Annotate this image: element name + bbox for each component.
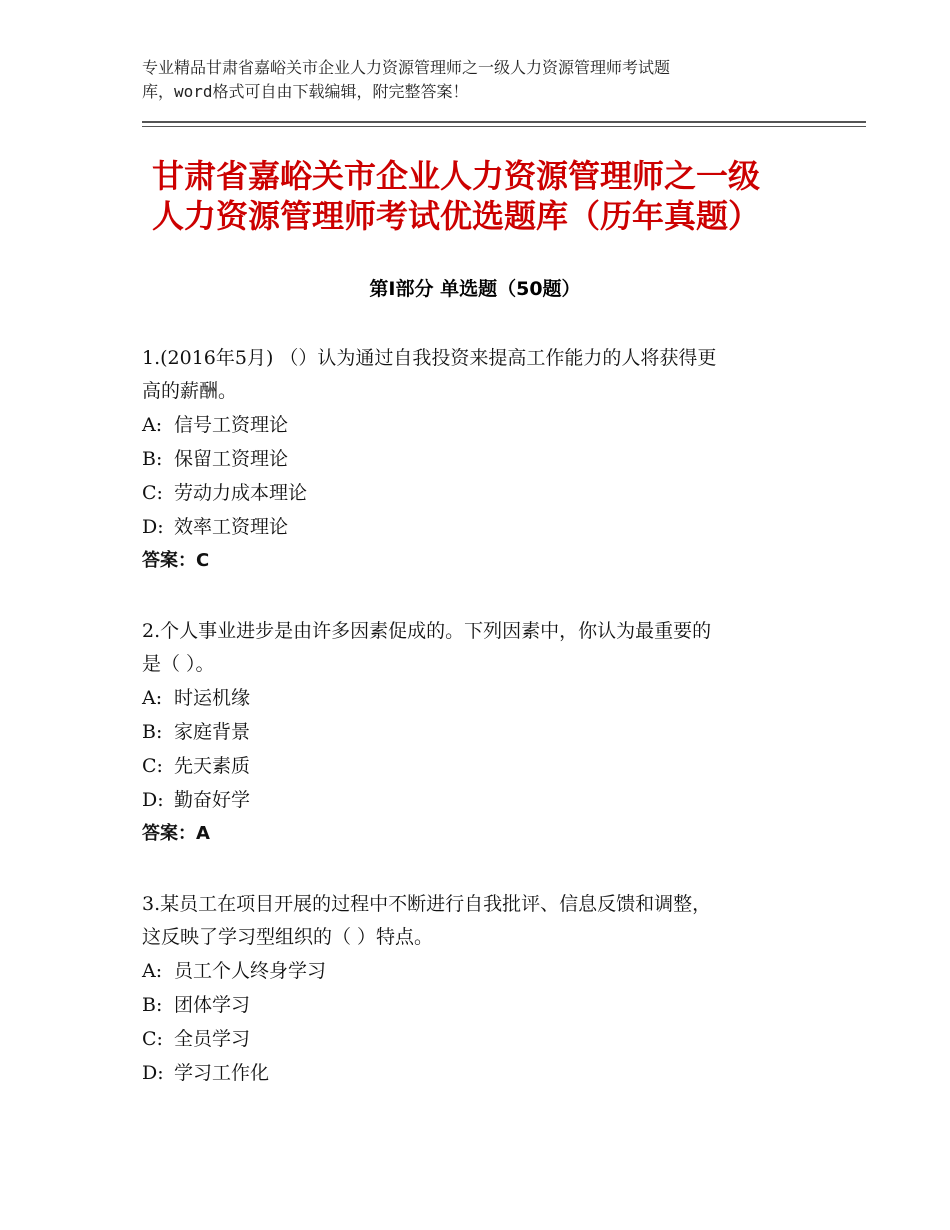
option-letter: D: (142, 789, 164, 811)
question-3 (142, 888, 822, 1090)
option-text: 全员学习 (174, 1028, 251, 1050)
option-text: 先天素质 (174, 755, 251, 777)
option-a (142, 408, 822, 442)
header-note-line-1: 专业精品甘肃省嘉峪关市企业人力资源管理师之一级人力资源管理师考试题 (142, 58, 671, 77)
question-stem-line-1: 3.某员工在项目开展的过程中不断进行自我批评、信息反馈和调整， (142, 893, 712, 915)
answer: 答案：C (142, 550, 210, 571)
header-note (142, 56, 802, 104)
option-letter: A: (142, 414, 163, 436)
option-text: 家庭背景 (174, 721, 251, 743)
option-a (142, 681, 822, 715)
option-c (142, 476, 822, 510)
question-2 (142, 615, 822, 851)
option-text: 勤奋好学 (174, 789, 251, 811)
document-title-line-2: 人力资源管理师考试优选题库（历年真题） (152, 197, 761, 235)
option-text: 保留工资理论 (174, 448, 289, 470)
question-stem (142, 888, 822, 954)
option-letter: D: (142, 516, 164, 538)
header-rule-thin (142, 126, 866, 127)
option-d (142, 510, 822, 544)
document-title (152, 156, 852, 236)
question-stem-line-1: 1.(2016年5月) （）认为通过自我投资来提高工作能力的人将获得更 (142, 347, 717, 369)
option-d (142, 1056, 822, 1090)
option-text: 效率工资理论 (174, 516, 289, 538)
option-letter: C: (142, 482, 163, 504)
question-1 (142, 342, 822, 578)
question-stem (142, 342, 822, 408)
option-b (142, 442, 822, 476)
option-letter: B: (142, 448, 163, 470)
header-note-line-2: 库，word格式可自由下载编辑，附完整答案！ (142, 82, 469, 101)
option-text: 团体学习 (174, 994, 251, 1016)
option-text: 时运机缘 (174, 687, 251, 709)
option-d (142, 783, 822, 817)
section-title: 第Ⅰ部分 单选题（50题） (369, 278, 581, 300)
option-letter: B: (142, 721, 163, 743)
option-text: 学习工作化 (174, 1062, 270, 1084)
option-c (142, 749, 822, 783)
option-text: 劳动力成本理论 (174, 482, 308, 504)
option-letter: A: (142, 960, 163, 982)
option-c (142, 1022, 822, 1056)
option-text: 员工个人终身学习 (174, 960, 327, 982)
option-letter: B: (142, 994, 163, 1016)
header-rule-thick (142, 121, 866, 123)
answer: 答案：A (142, 823, 210, 844)
question-stem (142, 615, 822, 681)
option-text: 信号工资理论 (174, 414, 289, 436)
option-b (142, 715, 822, 749)
option-letter: C: (142, 755, 163, 777)
option-letter: D: (142, 1062, 164, 1084)
question-stem-line-1: 2.个人事业进步是由许多因素促成的。下列因素中，你认为最重要的 (142, 620, 712, 642)
question-stem-line-2: 高的薪酬。 (142, 380, 238, 402)
question-stem-line-2: 这反映了学习型组织的（ ）特点。 (142, 926, 434, 948)
option-letter: A: (142, 687, 163, 709)
document-title-line-1: 甘肃省嘉峪关市企业人力资源管理师之一级 (152, 157, 761, 195)
option-b (142, 988, 822, 1022)
option-a (142, 954, 822, 988)
option-letter: C: (142, 1028, 163, 1050)
question-stem-line-2: 是（ ）。 (142, 653, 215, 675)
